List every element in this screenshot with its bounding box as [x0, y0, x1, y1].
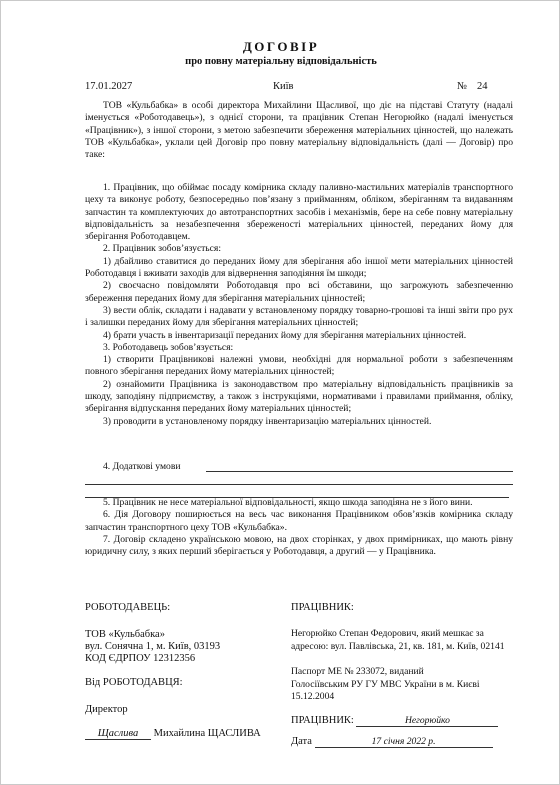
employee-date-value[interactable]: 17 січня 2022 р.: [315, 736, 493, 748]
clause-3: 3. Роботодавець зобов’язується:: [103, 341, 234, 353]
clause-5: 5. Працівник не несе матеріальної відповідальності, якщо шкода заподіяна не з його вини.: [103, 497, 473, 508]
clause-2-2: 2) своєчасно повідомляти Роботодавця про всі обставини, що загрожують забезпеченню збереження переданих йому для зберігання матеріальних цінностей;: [85, 280, 513, 304]
number-label: №: [457, 81, 468, 92]
clauses-block: [85, 182, 513, 428]
employer-from-label: Від РОБОТОДАВЦЯ:: [85, 677, 183, 688]
clause-2-4: 4) брати участь в інвентаризації переданих йому для зберігання матеріальних цінностей.: [103, 329, 467, 341]
clause-2-1: 1) дбайливо ставитися до переданих йому для зберігання або іншої мети матеріальних цінностей Роботодавця і вживати заходів для відвернення заподіяння їм шкоди;: [85, 255, 513, 280]
employee-date-row: [291, 736, 493, 748]
clause-6: 6. Дія Договору поширюється на весь час виконання Працівником обов’язків комірника складу запчастин транспортного цеху ТОВ «Кульбабка».: [85, 509, 513, 533]
additional-terms-line-2[interactable]: [85, 484, 513, 485]
preamble-block: [85, 100, 513, 161]
employer-position: Директор: [85, 704, 128, 715]
contract-city: Київ: [273, 81, 294, 92]
employer-signature-row: [85, 728, 261, 740]
employee-signature[interactable]: Негорюйко: [356, 715, 498, 727]
document-title: ДОГОВІР: [242, 39, 320, 54]
clause-3-3: 3) проводити в установленому порядку інвентаризацію матеріальних цінностей.: [103, 415, 432, 427]
employee-passport: Паспорт МЕ № 233072, виданий Голосіївським РУ ГУ МВС України в м. Києві 15.12.2004: [291, 666, 480, 703]
employer-signer-name: Михайлина ЩАСЛИВА: [153, 728, 261, 739]
employee-heading: ПРАЦІВНИК:: [291, 602, 354, 613]
employee-date-label: Дата: [291, 736, 312, 747]
clause-3-1: 1) створити Працівникові належні умови, необхідні для нормальної роботи з забезпеченням повного зберігання переданих йому матеріальних цінностей;: [85, 354, 513, 378]
clause-1: 1. Працівник, що обіймає посаду комірника складу паливно-мастильних матеріалів транспортного цеху та виконує роботу, безпосередньо пов’язану з прийманням, обліком, зберіганням та видаванням запчастин та комплектуючих до автотранспортних засобів і механізмів, бере на себе повну матеріальну відповідальність за незабезпечення збереженості матеріальних цінностей, переданих йому для зберігання Роботодавцем.: [85, 182, 513, 243]
employer-signature[interactable]: Щаслива: [85, 728, 151, 740]
employee-sign-row: [291, 715, 498, 727]
final-clauses-block: [85, 497, 513, 558]
document-subtitle: про повну матеріальну відповідальність: [185, 56, 377, 67]
preamble-text: ТОВ «Кульбабка» в особі директора Михайлини Щасливої, що діє на підставі Статуту (надалі іменується «Роботодавець»), з однієї сторони, та працівник Степан Негорюйко (надалі іменується «Працівник»), з іншої сторони, з метою забезпечити збереження матеріальних цінностей, що належать ТОВ «Кульбабка», уклали цей Договір про повну матеріальну відповідальність (далі — Договір) про таке:: [85, 100, 513, 161]
additional-terms-line-1[interactable]: [206, 471, 513, 472]
clause-7: 7. Договір складено українською мовою, на двох сторінках, у двох примірниках, що мають рівну юридичну силу, з яких перший зберігається у Роботодавця, а другий — у Працівника.: [85, 533, 513, 558]
employer-heading: РОБОТОДАВЕЦЬ:: [85, 602, 171, 613]
contract-number: 24: [477, 81, 488, 92]
clause-2-3: 3) вести облік, складати і надавати у встановленому порядку товарно-грошові та інші звіти про рух і залишки переданих йому для зберігання матеріальних цінностей;: [85, 304, 513, 329]
employer-edrpou: КОД ЄДРПОУ 12312356: [85, 653, 196, 664]
clause-4: 4. Додаткові умови: [103, 461, 181, 472]
employer-name: ТОВ «Кульбабка»: [85, 629, 165, 640]
clause-2: 2. Працівник зобов’язується:: [103, 243, 221, 255]
employer-address: вул. Сонячна 1, м. Київ, 03193: [85, 641, 221, 652]
contract-date: 17.01.2027: [85, 81, 133, 92]
clause-3-2: 2) ознайомити Працівника із законодавством про матеріальну відповідальність працівників за шкоду, заподіяну підприємству, а також з інструкціями, нормативами і правилами приймання, обліку, зберігання відпускання переданих йому матеріальних цінностей;: [85, 378, 513, 415]
employee-details: Негорюйко Степан Федорович, який мешкає за адресою: вул. Павлівська, 21, кв. 181, м. Київ, 02141: [291, 628, 505, 652]
employee-sign-label: ПРАЦІВНИК:: [291, 715, 354, 726]
